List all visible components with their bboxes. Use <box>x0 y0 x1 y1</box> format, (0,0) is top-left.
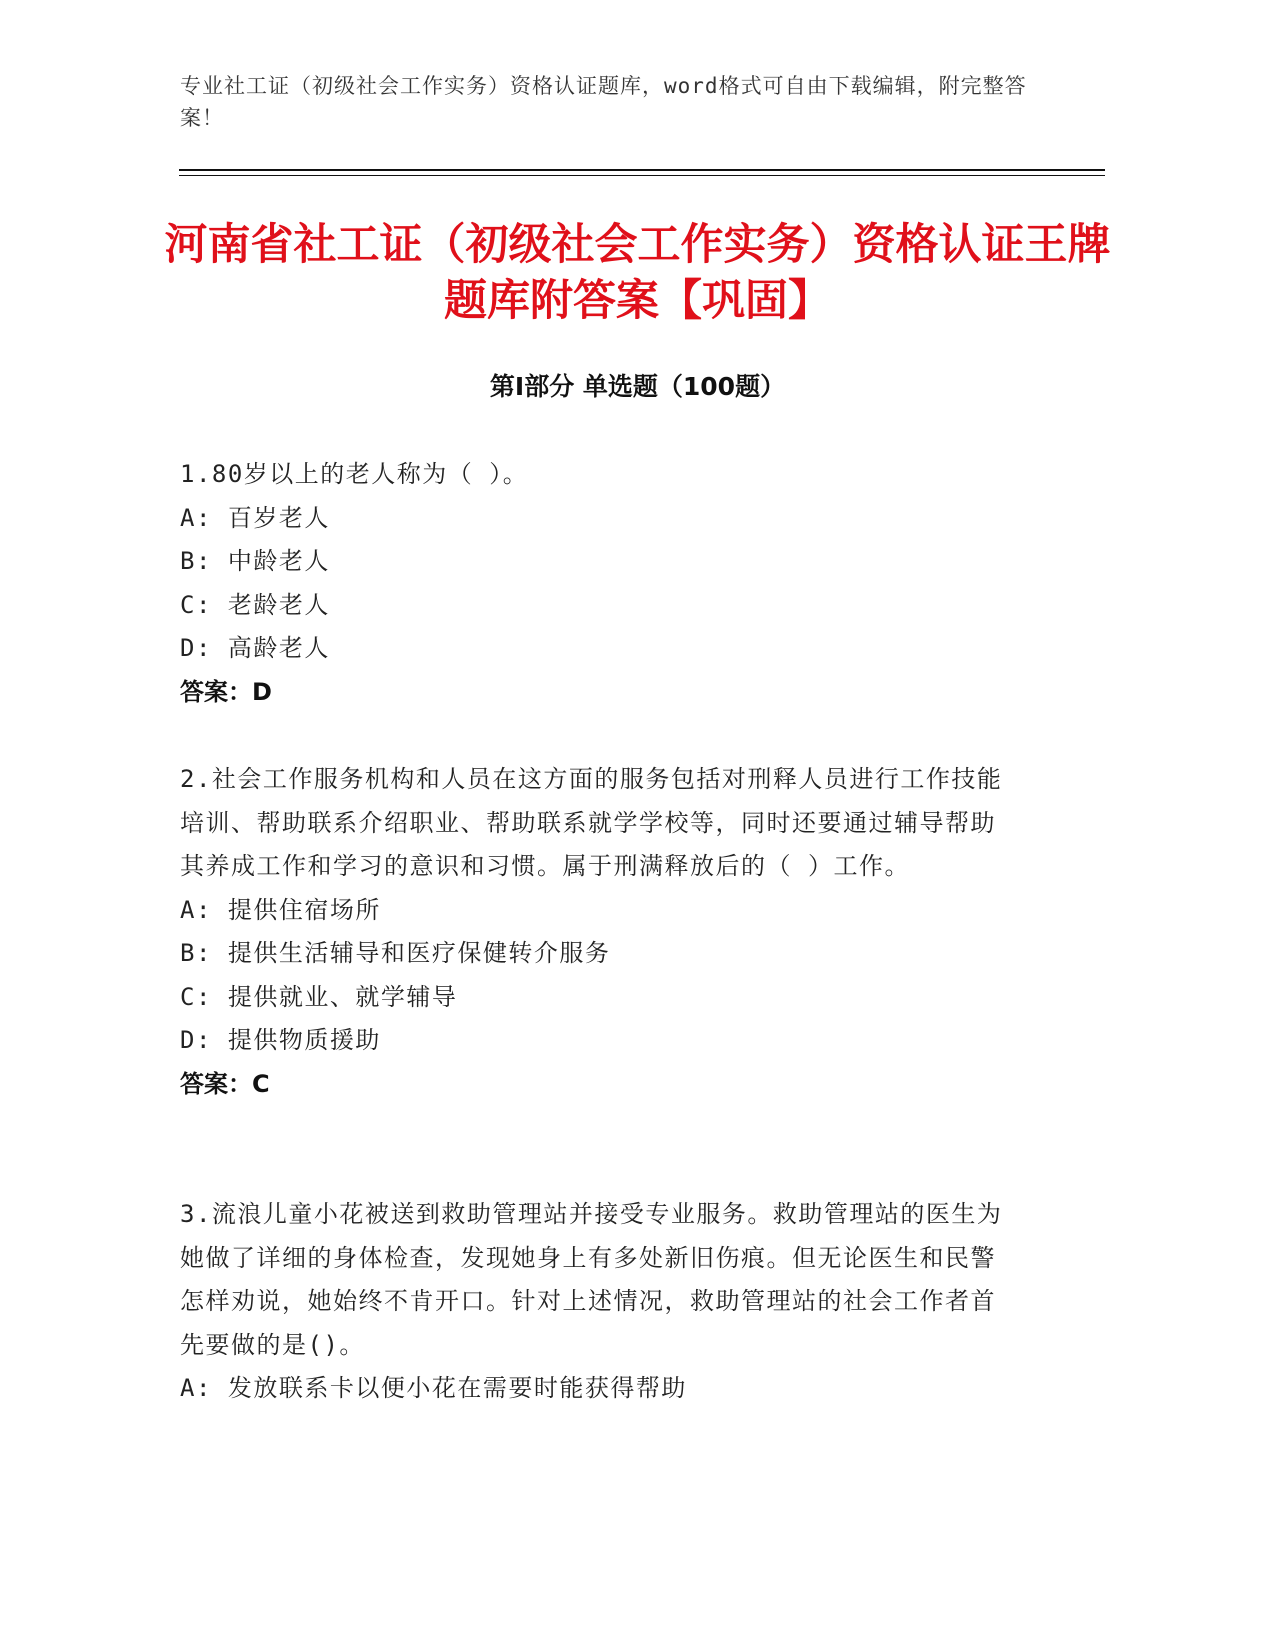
option-d: D: 高龄老人 <box>180 634 330 662</box>
answer-label: 答案：D <box>180 677 272 706</box>
option-b: B: 提供生活辅导和医疗保健转介服务 <box>180 939 611 967</box>
option-c: C: 提供就业、就学辅导 <box>180 982 458 1011</box>
option-d: D: 提供物质援助 <box>180 1026 381 1054</box>
document-title: 河南省社工证（初级社会工作实务）资格认证王牌题库附答案【巩固】 <box>164 220 1111 326</box>
option-a: A: 百岁老人 <box>180 503 330 532</box>
header-divider-thick <box>179 169 1105 171</box>
section-title: 第Ⅰ部分 单选题（100题） <box>489 372 786 401</box>
option-a: A: 发放联系卡以便小花在需要时能获得帮助 <box>180 1374 687 1402</box>
question-3 <box>180 1193 1020 1411</box>
question-1 <box>180 453 1020 714</box>
header-divider-thin <box>179 175 1105 176</box>
option-b: B: 中龄老人 <box>180 547 330 575</box>
question-stem: 3.流浪儿童小花被送到救助管理站并接受专业服务。救助管理站的医生为她做了详细的身体检查，发现她身上有多处新旧伤痕。但无论医生和民警怎样劝说，她始终不肯开口。针对上述情况，救助管理站的社会工作者首先要做的是()。 <box>180 1200 1003 1359</box>
option-a: A: 提供住宿场所 <box>180 895 381 924</box>
answer-label: 答案：C <box>180 1069 270 1098</box>
option-c: C: 老龄老人 <box>180 590 330 619</box>
question-2 <box>180 758 1020 1106</box>
question-stem: 2.社会工作服务机构和人员在这方面的服务包括对刑释人员进行工作技能培训、帮助联系介绍职业、帮助联系就学学校等，同时还要通过辅导帮助其养成工作和学习的意识和习惯。属于刑满释放后的（ ）工作。 <box>180 765 1003 880</box>
question-stem: 1.80岁以上的老人称为（ ）。 <box>180 460 529 488</box>
header-note: 专业社工证（初级社会工作实务）资格认证题库，word格式可自由下载编辑，附完整答案！ <box>180 74 1027 130</box>
